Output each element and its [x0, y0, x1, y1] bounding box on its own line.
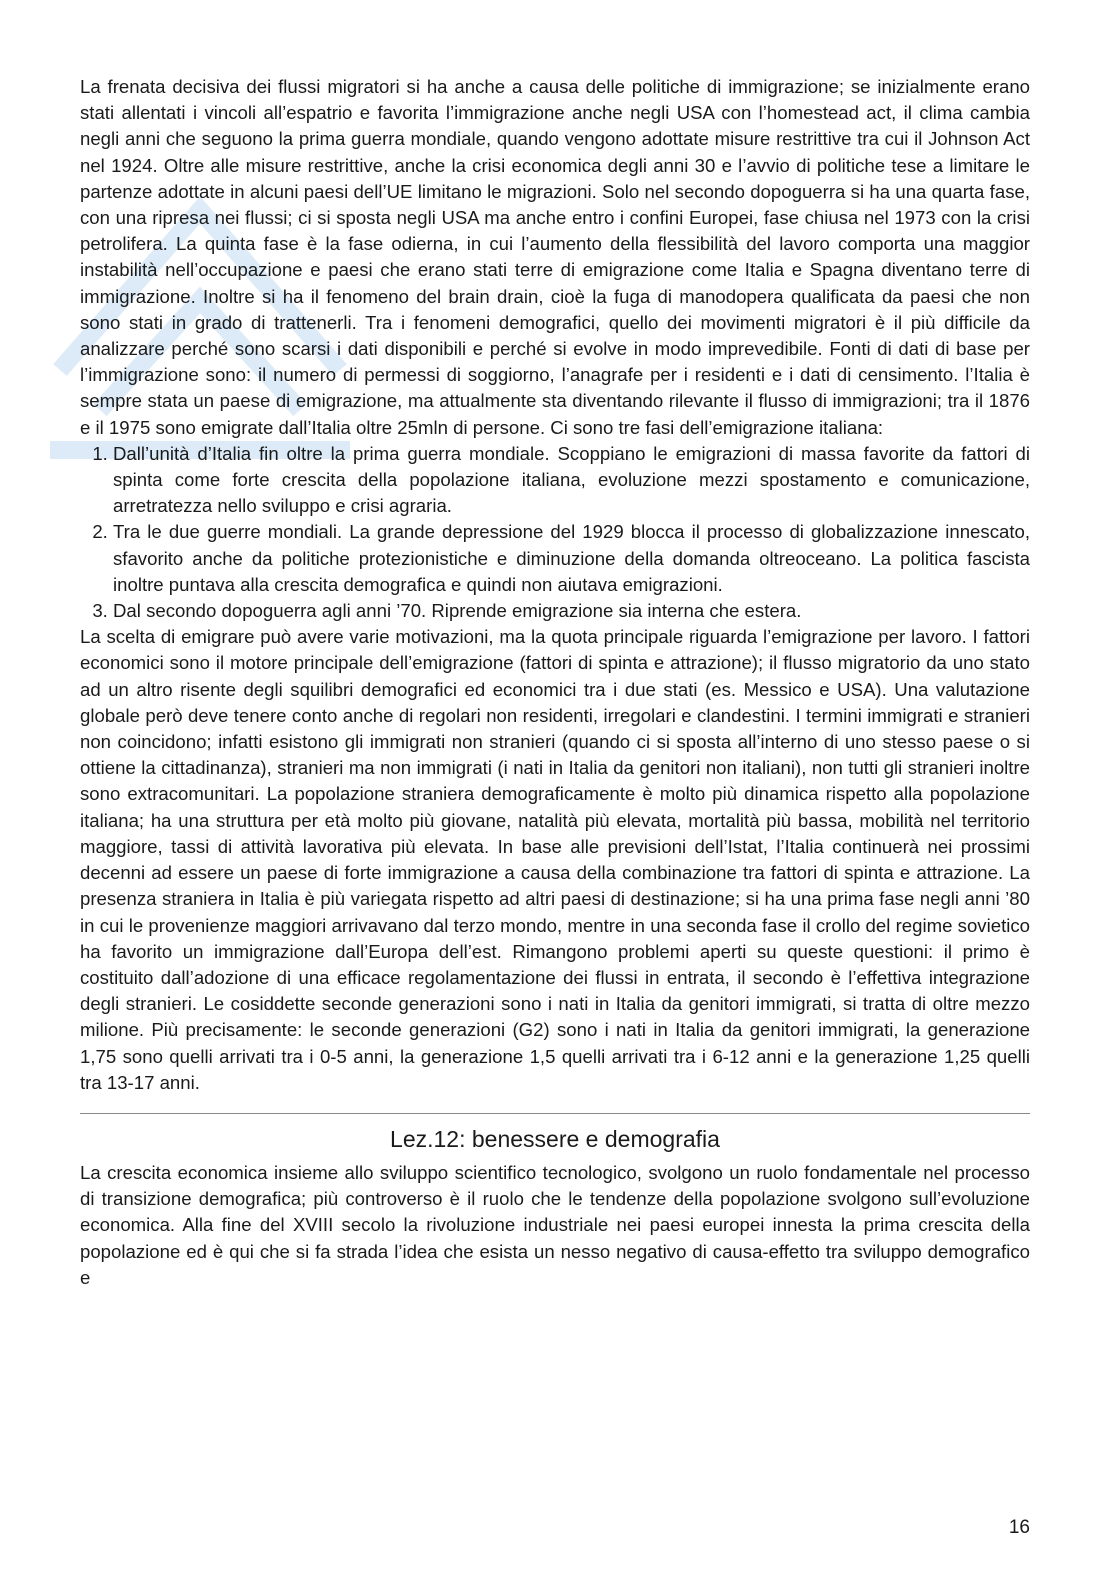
body-paragraph: La scelta di emigrare può avere varie motivazioni, ma la quota principale riguarda l’emigrazione per lavoro. I fattori economici sono il motore principale dell’emigrazione (fattori di spinta e attrazione); il flusso migratorio da uno stato ad un altro risente degli squilibri demografici ed economici tra i due stati (es. Messico e USA). Una valutazione globale però deve tenere conto anche di regolari non residenti, irregolari e clandestini. I termini immigrati e stranieri non coincidono; infatti esistono gli immigrati non stranieri (quando ci si sposta all’interno di uno stesso paese o si ottiene la cittadinanza), stranieri ma non immigrati (i nati in Italia da genitori non italiani), non tutti gli stranieri inoltre sono extracomunitari. La popolazione straniera demograficamente è molto più dinamica rispetto alla popolazione italiana; ha una struttura per età molto più giovane, natalità più elevata, mortalità più bassa, mobilità nel territorio maggiore, tassi di attività lavorativa più elevata. In base alle previsioni dell’Istat, l’Italia continuerà nei prossimi decenni ad essere un paese di forte immigrazione a causa della combinazione tra fattori di spinta e attrazione. La presenza straniera in Italia è più variegata rispetto ad altri paesi di destinazione; si ha una prima fase negli anni ’80 in cui le provenienze maggiori arrivavano dal terzo mondo, mentre in una seconda fase il crollo del regime sovietico ha favorito un immigrazione dall’Europa dell’est. Rimangono problemi aperti su queste questioni: il primo è costituito dall’adozione di una efficace regolamentazione dei flussi in entrata, il secondo è l’effettiva integrazione degli stranieri. Le cosiddette seconde generazioni sono i nati in Italia da genitori immigrati, si tratta di oltre mezzo milione. Più precisamente: le seconde generazioni (G2) sono i nati in Italia da genitori immigrati, la generazione 1,75 sono quelli arrivati tra i 0-5 anni, la generazione 1,5 quelli arrivati tra i 6-12 anni e la generazione 1,25 quelli tra 13-17 anni. [80, 626, 1030, 1093]
list-item: 3. Dal secondo dopoguerra agli anni ’70. Riprende emigrazione sia interna che estera. [113, 598, 1030, 624]
list-item: 1. Dall’unità d’Italia fin oltre la prima guerra mondiale. Scoppiano le emigrazioni di massa favorite da fattori di spinta come forte crescita della popolazione italiana, evoluzione mezzi spostamento e comunicazione, arretratezza nello sviluppo e crisi agraria. [113, 441, 1030, 520]
section-divider [80, 1113, 1030, 1114]
list-item: 2. Tra le due guerre mondiali. La grande depressione del 1929 blocca il processo di globalizzazione innescato, sfavorito anche da politiche protezionistiche e diminuzione della domanda oltreoceano. La politica fascista inoltre puntava alla crescita demografica e quindi non aiutava emigrazioni. [113, 519, 1030, 598]
section-title: Lez.12: benessere e demografia [390, 1125, 720, 1152]
emigration-phases-list [80, 441, 1030, 624]
page-number: 16 [1008, 1517, 1030, 1538]
body-paragraph: La crescita economica insieme allo sviluppo scientifico tecnologico, svolgono un ruolo fondamentale nel processo di transizione demografica; più controverso è il ruolo che le tendenze della popolazione svolgono sull’evoluzione economica. Alla fine del XVIII secolo la rivoluzione industriale nei paesi europei innesta la prima crescita della popolazione ed è qui che si fa strada l’idea che esista un nesso negativo di causa-effetto tra sviluppo demografico e [80, 1161, 1030, 1288]
body-paragraph: La frenata decisiva dei flussi migratori si ha anche a causa delle politiche di immigrazione; se inizialmente erano stati allentati i vincoli all’espatrio e favorita l’immigrazione anche negli USA con l’homestead act, il clima cambia negli anni che seguono la prima guerra mondiale, quando vengono adottate misure restrittive tra cui il Johnson Act nel 1924. Oltre alle misure restrittive, anche la crisi economica degli anni 30 e l’avvio di politiche tese a limitare le partenze adottate in alcuni paesi dell’UE limitano le migrazioni. Solo nel secondo dopoguerra si ha una quarta fase, con una ripresa nei flussi; ci si sposta negli USA ma anche entro i confini Europei, fase chiusa nel 1973 con la crisi petrolifera. La quinta fase è la fase odierna, in cui l’aumento della flessibilità del lavoro comporta una maggior instabilità nell’occupazione e paesi che erano stati terre di emigrazione come Italia e Spagna diventano terre di immigrazione. Inoltre si ha il fenomeno del brain drain, cioè la fuga di manodopera qualificata da paesi che non sono stati in grado di trattenerli. Tra i fenomeni demografici, quello dei movimenti migratori è il più difficile da analizzare perché sono scarsi i dati disponibili e perché si evolve in modo imprevedibile. Fonti di dati di base per l’immigrazione sono: il numero di permessi di soggiorno, l’anagrafe per i residenti e i dati di censimento. l’Italia è sempre stata un paese di emigrazione, ma attualmente sta diventando rilevante il flusso di immigrazioni; tra il 1876 e il 1975 sono emigrate dall’Italia oltre 25mln di persone. Ci sono tre fasi dell’emigrazione italiana: [80, 76, 1030, 438]
page-content [80, 74, 1030, 1291]
